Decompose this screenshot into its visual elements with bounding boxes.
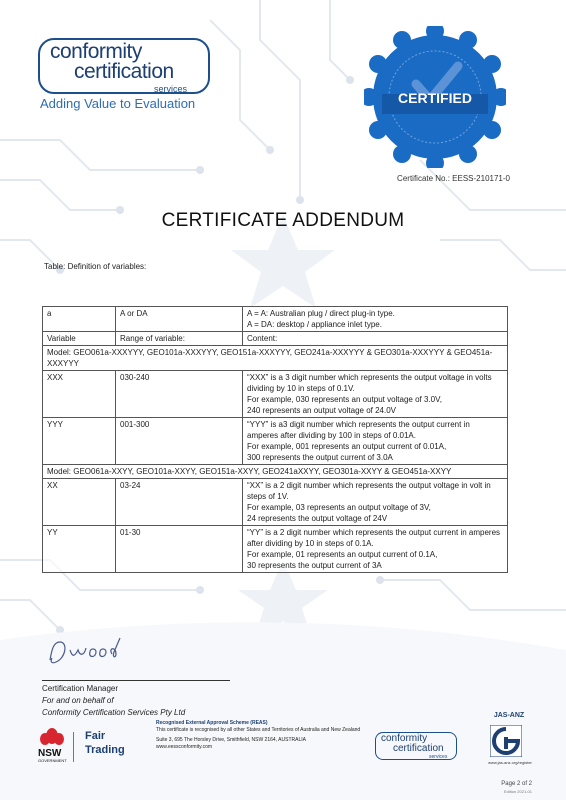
cell-line: 300 represents the output current of 3.0A	[247, 453, 393, 462]
table-cell	[243, 371, 508, 418]
column-header: Variable	[43, 332, 116, 346]
column-header: Range of variable:	[116, 332, 243, 346]
logo-word-conformity: conformity	[50, 40, 142, 63]
signatory-title: Certification Manager	[42, 684, 119, 693]
logo-word-services: services	[154, 84, 188, 94]
reas-info	[156, 720, 366, 751]
table-cell: XX	[43, 479, 116, 526]
reas-title: Recognised External Approval Scheme (REAS)	[156, 720, 268, 726]
nsw-label: NSW	[38, 748, 62, 759]
model-row	[43, 346, 508, 371]
nsw-sub-label: GOVERNMENT	[38, 758, 67, 763]
cell-line: For example, 03 represents an output voltage of 3V,	[247, 503, 431, 512]
cell-line: “YY” is a 2 digit number which represents the output current in amperes after dividing by 10 in steps of 0.1A.	[247, 528, 501, 548]
footer-logo-word-3: services	[429, 754, 448, 760]
fair-trading-word-2: Trading	[85, 744, 125, 756]
table-cell: 01-30	[116, 526, 243, 573]
table-row	[43, 418, 508, 465]
table-cell: 001-300	[116, 418, 243, 465]
footer-company-logo	[375, 732, 461, 766]
table-cell: 030-240	[116, 371, 243, 418]
jas-anz-mark-icon	[490, 725, 522, 757]
signatory-company: Conformity Certification Services Pty Ltd	[42, 708, 186, 717]
table-cell: a	[43, 307, 116, 332]
table-cell	[243, 479, 508, 526]
cell-line: “XX” is a 2 digit number which represents the output voltage in volt in steps of 1V.	[247, 481, 491, 501]
reas-recognition: This certificate is recognised by all other States and Territories of Australia and New Zealand	[156, 727, 361, 733]
table-cell: YY	[43, 526, 116, 573]
jas-anz-label: JAS-ANZ	[493, 712, 525, 719]
footer-logo-word-1: conformity	[381, 733, 428, 744]
table-cell: A or DA	[116, 307, 243, 332]
cell-line: For example, 001 represents an output current of 0.01A,	[247, 442, 447, 451]
table-cell	[243, 307, 508, 332]
reas-website: www.eessconformity.com	[156, 744, 213, 750]
handwritten-signature	[44, 634, 134, 668]
cell-line: “XXX” is a 3 digit number which represents the output voltage in volts dividing by 10 in steps of 0.1V.	[247, 373, 492, 393]
signatory-behalf: For and on behalf of	[42, 696, 114, 705]
signature-line	[42, 680, 230, 681]
seal-label: CERTIFIED	[398, 90, 472, 106]
table-row	[43, 526, 508, 573]
table-row	[43, 479, 508, 526]
cell-line: For example, 030 represents an output voltage of 3.0V,	[247, 395, 442, 404]
logo-word-certification: certification	[74, 60, 174, 83]
footer-logo-word-2: certification	[393, 743, 444, 754]
table-caption: Table: Definition of variables:	[44, 262, 147, 271]
edition-label: Edition 2021-01	[503, 789, 532, 794]
reas-address: Suite 3, 695 The Horsley Drive, Smithfield, NSW 2164, AUSTRALIA	[156, 737, 306, 743]
table-cell: XXX	[43, 371, 116, 418]
model-cell: Model: GEO061a-XXYY, GEO101a-XXYY, GEO151a-XXYY, GEO241aXXYY, GEO301a-XXYY & GEO451a-XXYY	[43, 465, 508, 479]
table-cell	[243, 418, 508, 465]
cell-line: A = A: Australian plug / direct plug-in type.	[247, 309, 395, 318]
table-cell: YYY	[43, 418, 116, 465]
cell-line: For example, 01 represents an output current of 0.1A,	[247, 550, 438, 559]
certificate-number: Certificate No.: EESS-210171-0	[397, 174, 510, 183]
table-cell	[243, 526, 508, 573]
variables-table	[42, 306, 508, 573]
model-cell: Model: GEO061a-XXXYYY, GEO101a-XXXYYY, GEO151a-XXXYYY, GEO241a-XXXYYY & GEO301a-XXXYYY & GEO451a-XXXYYY	[43, 346, 508, 371]
table-cell: 03-24	[116, 479, 243, 526]
cell-line: 24 represents the output voltage of 24V	[247, 514, 388, 523]
cell-line: “YYY” is a3 digit number which represents the output current in amperes after dividing by 100 in steps of 0.01A.	[247, 420, 470, 440]
page-title: CERTIFICATE ADDENDUM	[161, 210, 405, 231]
table-header-row	[43, 332, 508, 346]
cell-line: A = DA: desktop / appliance inlet type.	[247, 320, 382, 329]
table-row	[43, 307, 508, 332]
model-row	[43, 465, 508, 479]
cell-line: 30 represents the output current of 3A	[247, 561, 382, 570]
jas-anz-url: www.jas-anz.org/register	[488, 760, 532, 765]
tagline: Adding Value to Evaluation	[40, 96, 196, 111]
certified-seal	[364, 26, 506, 168]
table-row	[43, 371, 508, 418]
fair-trading-word-1: Fair	[85, 730, 106, 742]
cell-line: 240 represents an output voltage of 24.0V	[247, 406, 396, 415]
column-header: Content:	[243, 332, 508, 346]
page-number: Page 2 of 2	[501, 781, 532, 787]
